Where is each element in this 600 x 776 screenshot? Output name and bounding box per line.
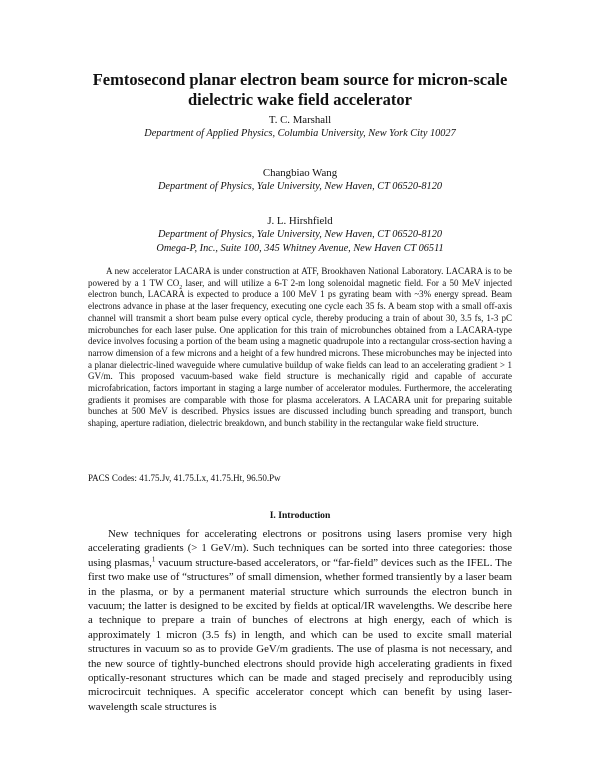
abstract [88,266,512,430]
author-affiliation: Department of Physics, Yale University, New Haven, CT 06520-8120 [157,229,442,240]
author-affiliation: Department of Physics, Yale University, New Haven, CT 06520-8120 [157,181,442,192]
pacs-codes: PACS Codes: 41.75.Jv, 41.75.Lx, 41.75.Ht, 96.50.Pw [88,473,281,483]
abstract-text: A new accelerator LACARA is under construction at ATF, Brookhaven National Laboratory. LACARA is to be powered by a 1 TW CO [88,266,512,288]
intro-text: New techniques for accelerating electrons or positrons using lasers promise very high accelerating gradients (> 1 GeV/m). Such techniques can be sorted into three categories: those using plasmas, [88,528,512,569]
author-name: Changbiao Wang [262,167,338,179]
footnote-ref: 1 [151,555,156,564]
section-heading: I. Introduction [269,510,331,521]
title-line-2: dielectric wake field accelerator [187,90,412,109]
author-affiliation: Omega-P, Inc., Suite 100, 345 Whitney Avenue, New Haven CT 06511 [156,243,444,254]
paper-title [60,70,540,110]
abstract-subscript: 2 [179,284,183,291]
author-name: T. C. Marshall [268,114,332,126]
abstract-text: laser, and will utilize a 6-T 2-m long solenoidal magnetic field. For a 50 MeV injected electron bunch, LACARA is expected to produce a 100 MeV 1 ps gyrating beam with ~3% energy spread. Beam electrons advance in phase at the laser frequency, executing one cycle each 35 fs. A beam stop with a small off-axis channel will transmit a short beam pulse every optical cycle, thereby producing a train of about 30, 3.5 fs, 1-3 pC microbunches for each laser pulse. One application for this train of microbunches obtained from a LACARA-type device involves focusing a portion of the beam using a magnetic quadrupole into a rectangular cross-section having a narrow dimension of a few microns and a height of a few hundred microns. These microbunches may be injected into a planar dielectric-lined waveguide where cumulative buildup of wake fields can lead to an accelerating gradient > 1 GV/m. This proposed vacuum-based wake field structure is mechanically rigid and capable of accurate microfabrication, factors important in staging a large number of accelerator modules. Furthermore, the accelerating gradients it promises are comparable with those for plasma accelerators. A LACARA unit for preparing suitable bunches at 500 MeV is described. Physics issues are discussed including bunch spreading and transport, bunch shaping, aperture radiation, dielectric breakdown, and bunch stability in the rectangular wake field structure. [88,277,512,429]
introduction-paragraph [88,527,512,714]
intro-text: vacuum structure-based accelerators, or “far-field” devices such as the IFEL. The first two make use of “structures” of small dimension, whether formed transiently by a laser beam in the plasma, or by a permanent material structure which surrounds the electron bunch in vacuum; the latter is designed to be excited by fields at optical/IR wavelengths. We describe here a technique to prepare a train of bunches of electrons at high energy, each of which is approximately 1 micron (3.5 fs) in length, and which can be used to excite small material structures in vacuum so as to provide GeV/m gradients. The use of plasma is not necessary, and the new source of tightly-bunched electrons should provide high accelerating gradients in fixed optically-resonant structures which can be made and staged precisely and reproducibly using microcircuit techniques. A specific accelerator concept which can benefit by using laser-wavelength scale structures is [88,556,512,713]
author-name: J. L. Hirshfield [267,215,333,227]
author-affiliation: Department of Applied Physics, Columbia University, New York City 10027 [144,128,456,139]
title-line-1: Femtosecond planar electron beam source for micron-scale [92,70,508,89]
